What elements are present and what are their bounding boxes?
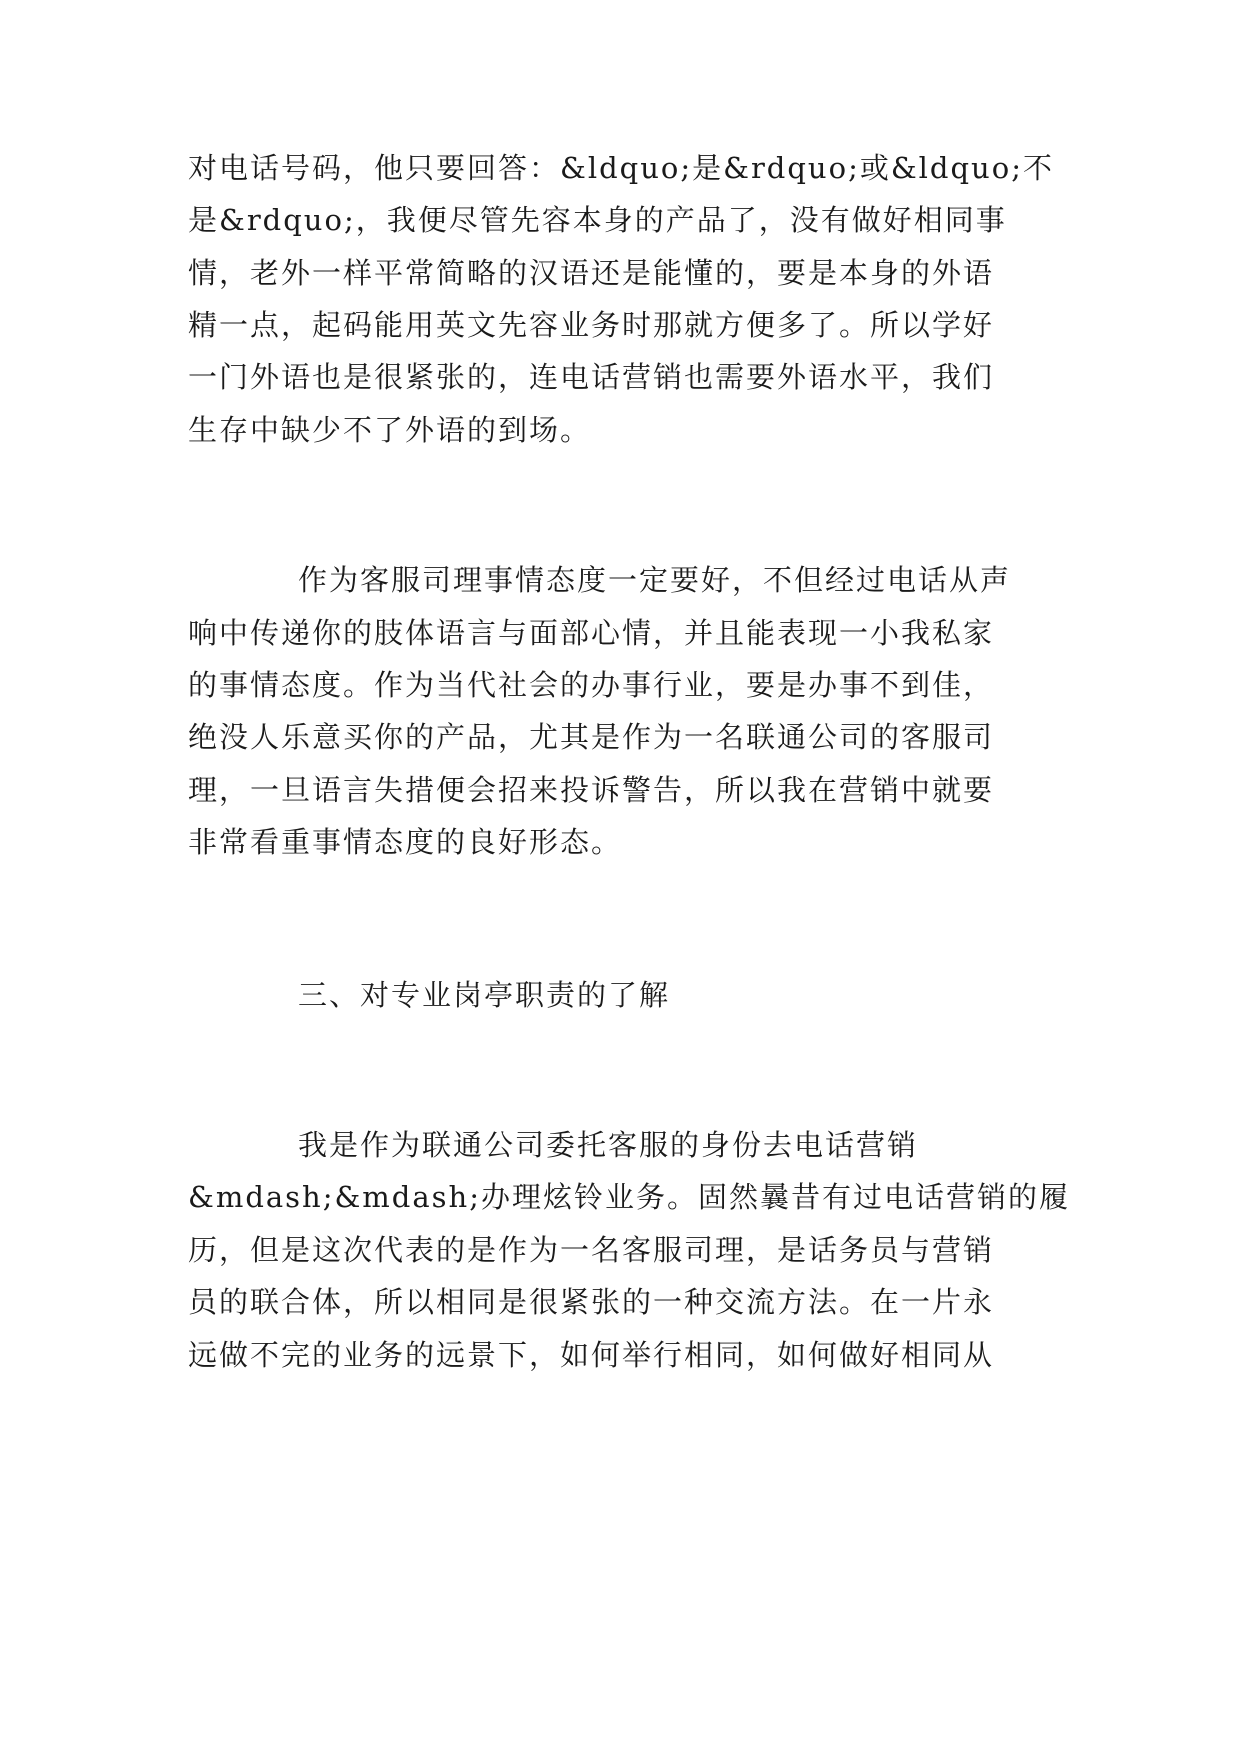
paragraph-2-line-2: 响中传递你的肢体语言与面部心情，并且能表现一小我私家 <box>188 616 995 650</box>
paragraph-1-line-5: 一门外语也是很紧张的，连电话营销也需要外语水平，我们 <box>188 360 995 394</box>
paragraph-3-line-1: 我是作为联通公司委托客服的身份去电话营销 <box>298 1128 919 1162</box>
paragraph-2-line-1: 作为客服司理事情态度一定要好，不但经过电话从声 <box>298 563 1012 597</box>
paragraph-2-line-5: 理，一旦语言失措便会招来投诉警告，所以我在营销中就要 <box>188 773 995 807</box>
paragraph-2-line-3: 的事情态度。作为当代社会的办事行业，要是办事不到佳， <box>188 668 995 702</box>
paragraph-1-line-6: 生存中缺少不了外语的到场。 <box>188 413 592 447</box>
paragraph-1-line-4: 精一点，起码能用英文先容业务时那就方便多了。所以学好 <box>188 308 995 342</box>
paragraph-3-line-4: 员的联合体，所以相同是很紧张的一种交流方法。在一片永 <box>188 1285 995 1319</box>
paragraph-2-line-4: 绝没人乐意买你的产品，尤其是作为一名联通公司的客服司 <box>188 720 995 754</box>
paragraph-3-line-5: 远做不完的业务的远景下，如何举行相同，如何做好相同从 <box>188 1338 995 1372</box>
paragraph-3-line-2: &mdash;&mdash;办理炫铃业务。固然曩昔有过电话营销的履 <box>188 1180 1070 1214</box>
paragraph-3-line-3: 历，但是这次代表的是作为一名客服司理，是话务员与营销 <box>188 1233 995 1267</box>
paragraph-1-line-1: 对电话号码，他只要回答：&ldquo;是&rdquo;或&ldquo;不 <box>188 151 1054 185</box>
paragraph-2-line-6: 非常看重事情态度的良好形态。 <box>188 825 623 859</box>
section-heading: 三、对专业岗亭职责的了解 <box>298 978 671 1012</box>
paragraph-1-line-2: 是&rdquo;，我便尽管先容本身的产品了，没有做好相同事 <box>188 203 1007 237</box>
paragraph-1-line-3: 情，老外一样平常简略的汉语还是能懂的，要是本身的外语 <box>188 256 995 290</box>
